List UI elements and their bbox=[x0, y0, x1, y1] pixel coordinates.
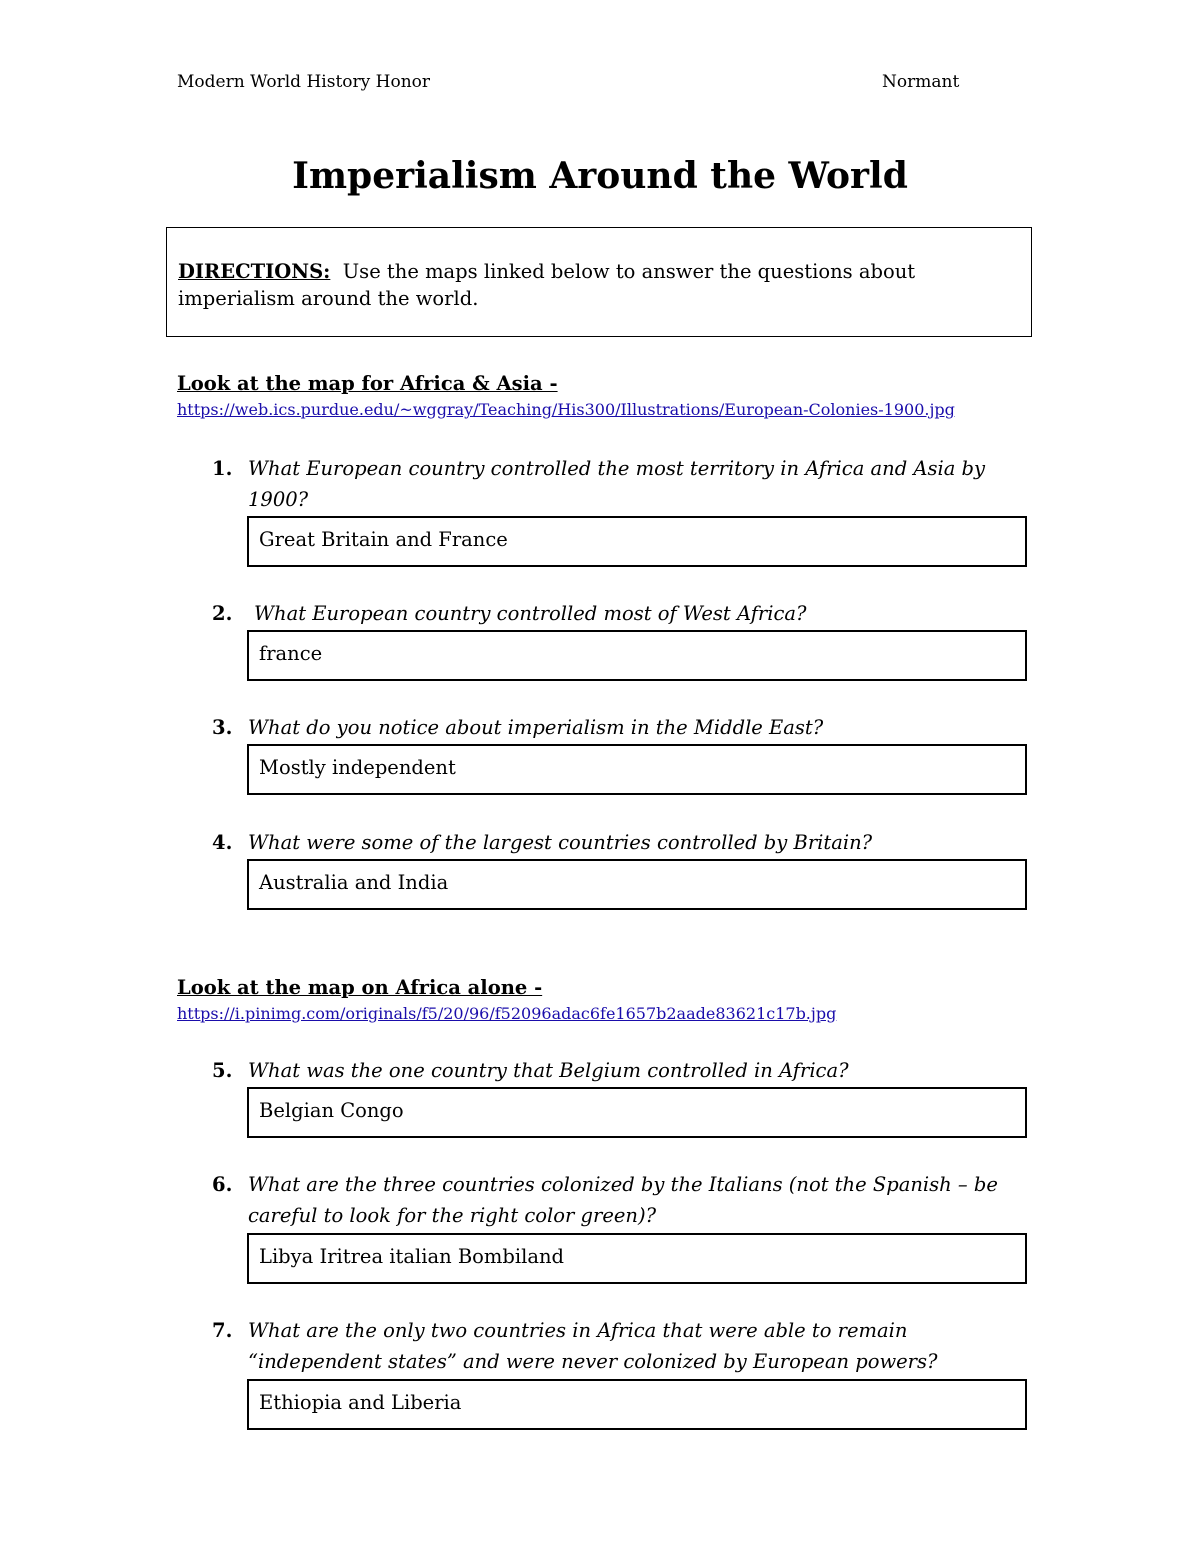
section-heading-africa-asia: Look at the map for Africa & Asia - bbox=[177, 372, 558, 395]
question-number: 1. bbox=[212, 457, 233, 480]
directions-label: DIRECTIONS: bbox=[178, 260, 331, 283]
answer-field[interactable]: Ethiopia and Liberia bbox=[247, 1379, 1027, 1430]
answer-field[interactable]: Great Britain and France bbox=[247, 516, 1027, 567]
answer-field[interactable]: Mostly independent bbox=[247, 744, 1027, 795]
question-number: 2. bbox=[212, 602, 233, 625]
question-number: 6. bbox=[212, 1173, 233, 1196]
question-number: 4. bbox=[212, 831, 233, 854]
question-text: What was the one country that Belgium controlled in Africa? bbox=[248, 1059, 849, 1082]
question-text: What do you notice about imperialism in the Middle East? bbox=[248, 716, 824, 739]
question-text: What European country controlled the most territory in Africa and Asia by 1900? bbox=[248, 457, 986, 511]
section-heading-africa: Look at the map on Africa alone - bbox=[177, 976, 543, 999]
question-text: What were some of the largest countries controlled by Britain? bbox=[248, 831, 873, 854]
teacher-name: Normant bbox=[882, 72, 960, 92]
question-text: What are the only two countries in Africa that were able to remain “independent states” and were never colonized by European powers? bbox=[248, 1319, 938, 1373]
course-name: Modern World History Honor bbox=[177, 72, 431, 92]
directions-text bbox=[178, 258, 938, 312]
directions-box bbox=[166, 227, 1032, 337]
map-link-africa[interactable]: https://i.pinimg.com/originals/f5/20/96/f52096adac6fe1657b2aade83621c17b.jpg bbox=[177, 1004, 837, 1023]
question-text: What European country controlled most of West Africa? bbox=[254, 602, 807, 625]
question-text: What are the three countries colonized by the Italians (not the Spanish – be careful to look for the right color green)? bbox=[248, 1173, 998, 1227]
answer-field[interactable]: Belgian Congo bbox=[247, 1087, 1027, 1138]
answer-field[interactable]: Libya Iritrea italian Bombiland bbox=[247, 1233, 1027, 1284]
question-number: 3. bbox=[212, 716, 233, 739]
answer-field[interactable]: france bbox=[247, 630, 1027, 681]
map-link-africa-asia[interactable]: https://web.ics.purdue.edu/~wggray/Teaching/His300/Illustrations/European-Colonies-1900.jpg bbox=[177, 400, 955, 419]
question-number: 5. bbox=[212, 1059, 233, 1082]
page-title: Imperialism Around the World bbox=[292, 155, 908, 197]
answer-field[interactable]: Australia and India bbox=[247, 859, 1027, 910]
directions-body: Use the maps linked below to answer the questions about imperialism around the world. bbox=[178, 260, 916, 310]
question-number: 7. bbox=[212, 1319, 233, 1342]
